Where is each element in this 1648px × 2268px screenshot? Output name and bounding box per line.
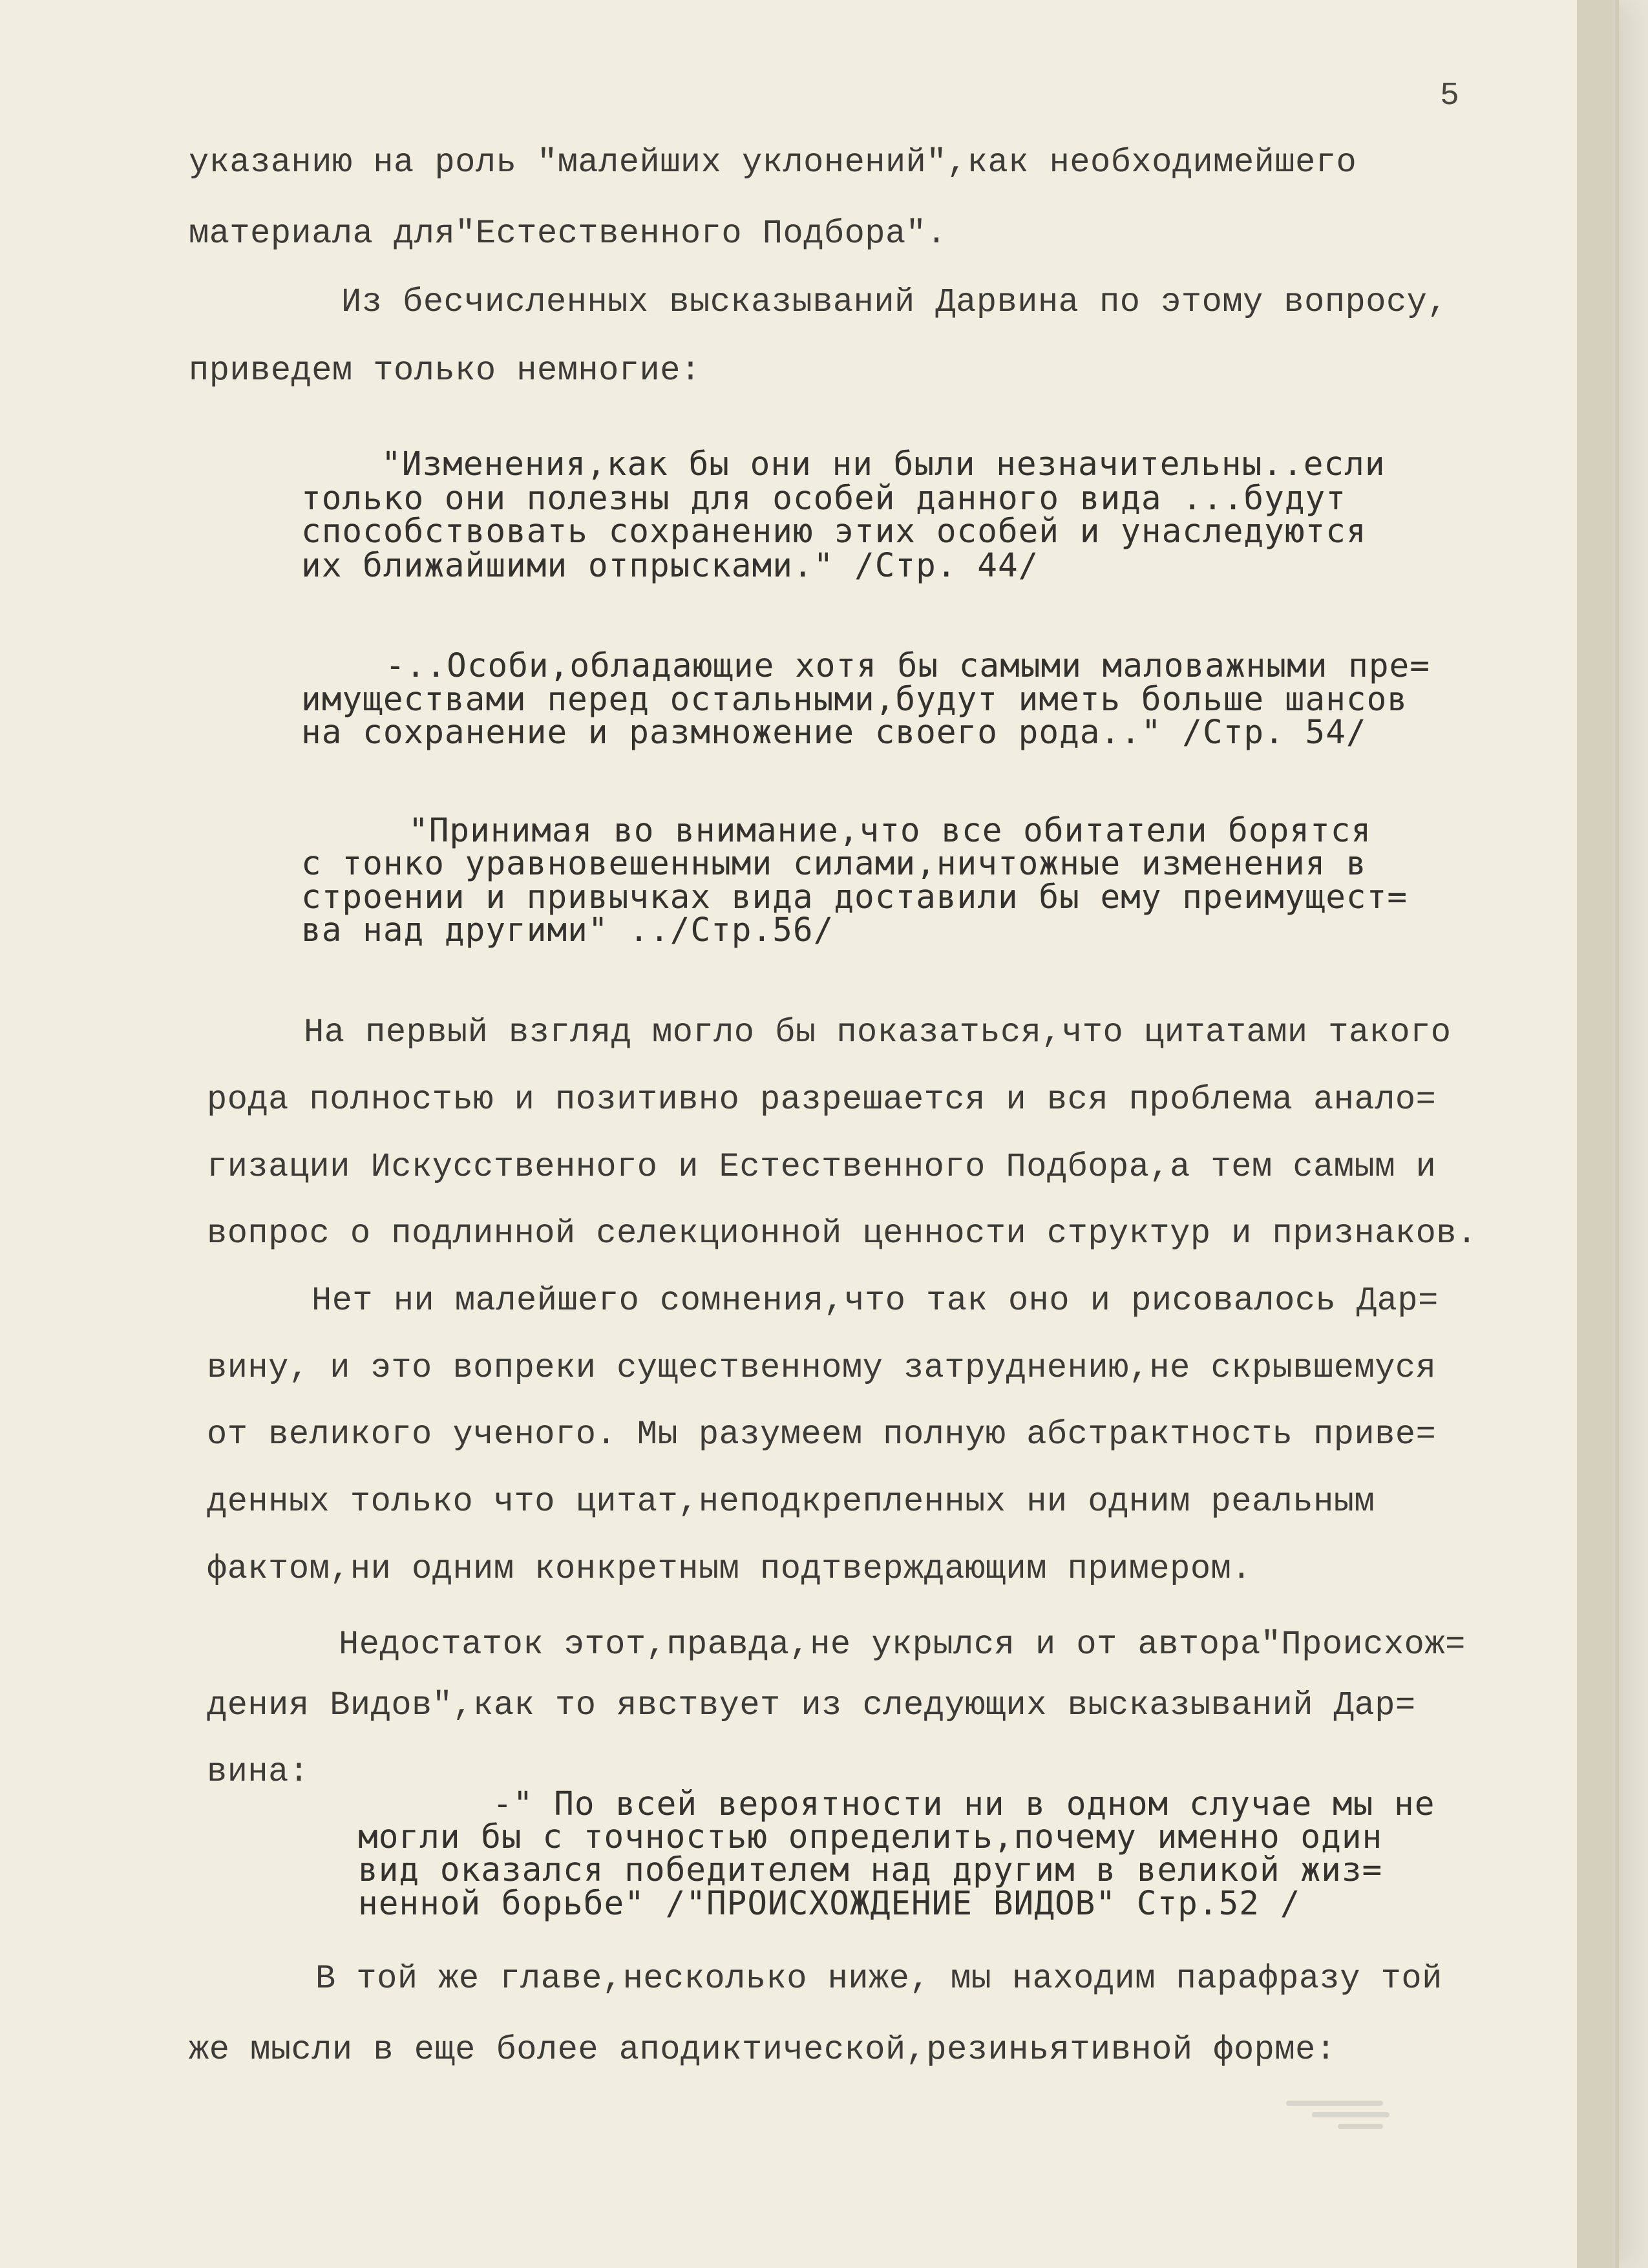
- quote-line: -..Особи,обладающие хотя бы самыми маловажными пре=: [385, 647, 1430, 685]
- quote-line: "Изменения,как бы они ни были незначительны..если: [381, 445, 1386, 483]
- text-line: вину, и это вопреки существенному затруднению,не скрывшемуся: [207, 1349, 1437, 1387]
- text-line: денных только что цитат,неподкрепленных ни одним реальным: [207, 1483, 1375, 1521]
- text-line: материала для"Естественного Подбора".: [189, 215, 947, 253]
- quote-line: строении и привычках вида доставили бы ему преимущест=: [301, 878, 1408, 917]
- page-number: 5: [1440, 78, 1460, 114]
- text-line: от великого ученого. Мы разумеем полную абстрактность приве=: [207, 1415, 1437, 1454]
- text-line: приведем только немногие:: [189, 352, 701, 390]
- quote-line: их ближайшими отпрысками." /Стр. 44/: [301, 547, 1039, 585]
- text-line: дения Видов",как то явствует из следующих высказываний Дар=: [207, 1686, 1416, 1724]
- text-line: фактом,ни одним конкретным подтверждающим примером.: [207, 1550, 1252, 1588]
- text-line: указанию на роль "малейших уклонений",как необходимейшего: [189, 143, 1357, 182]
- quote-line: вид оказался победителем над другим в великой жиз=: [358, 1851, 1383, 1889]
- quote-line: имуществами перед остальными,будут иметь больше шансов: [301, 681, 1408, 719]
- quote-line: с тонко уравновешенными силами,ничтожные изменения в: [301, 845, 1367, 883]
- text-line: гизации Искусственного и Естественного Подбора,а тем самым и: [207, 1148, 1437, 1186]
- quote-line: могли бы с точностью определить,почему именно один: [358, 1818, 1383, 1856]
- quote-line: способствовать сохранению этих особей и унаследуются: [301, 513, 1367, 551]
- text-line: рода полностью и позитивно разрешается и вся проблема анало=: [207, 1081, 1437, 1119]
- quote-line: на сохранение и размножение своего рода.." /Стр. 54/: [301, 714, 1367, 752]
- text-line: же мысли в еще более аподиктической,резиньятивной форме:: [189, 2031, 1336, 2069]
- faint-stamp: [1286, 2094, 1409, 2152]
- quote-line: только они полезны для особей данного вида ...будут: [301, 480, 1346, 518]
- page-edge: [1577, 0, 1612, 2268]
- text-line: На первый взгляд могло бы показаться,что цитатами такого: [304, 1013, 1452, 1052]
- quote-line: "Принимая во внимание,что все обитатели борятся: [408, 812, 1372, 850]
- text-line: вопрос о подлинной селекционной ценности структур и признаков.: [207, 1214, 1477, 1253]
- quote-line: ненной борьбе" /"ПРОИСХОЖДЕНИЕ ВИДОВ" Стр.52 /: [358, 1885, 1301, 1923]
- quote-line: ва над другими" ../Стр.56/: [301, 911, 834, 949]
- text-line: Недостаток этот,правда,не укрылся и от автора"Происхож=: [339, 1626, 1466, 1664]
- text-line: Нет ни малейшего сомнения,что так оно и рисовалось Дар=: [312, 1282, 1439, 1320]
- text-line: В той же главе,несколько ниже, мы находим парафразу той: [315, 1960, 1442, 1998]
- text-line: Из бесчисленных высказываний Дарвина по этому вопросу,: [341, 283, 1448, 321]
- quote-line: -" По всей вероятности ни в одном случае мы не: [492, 1785, 1435, 1823]
- text-line: вина:: [207, 1753, 310, 1791]
